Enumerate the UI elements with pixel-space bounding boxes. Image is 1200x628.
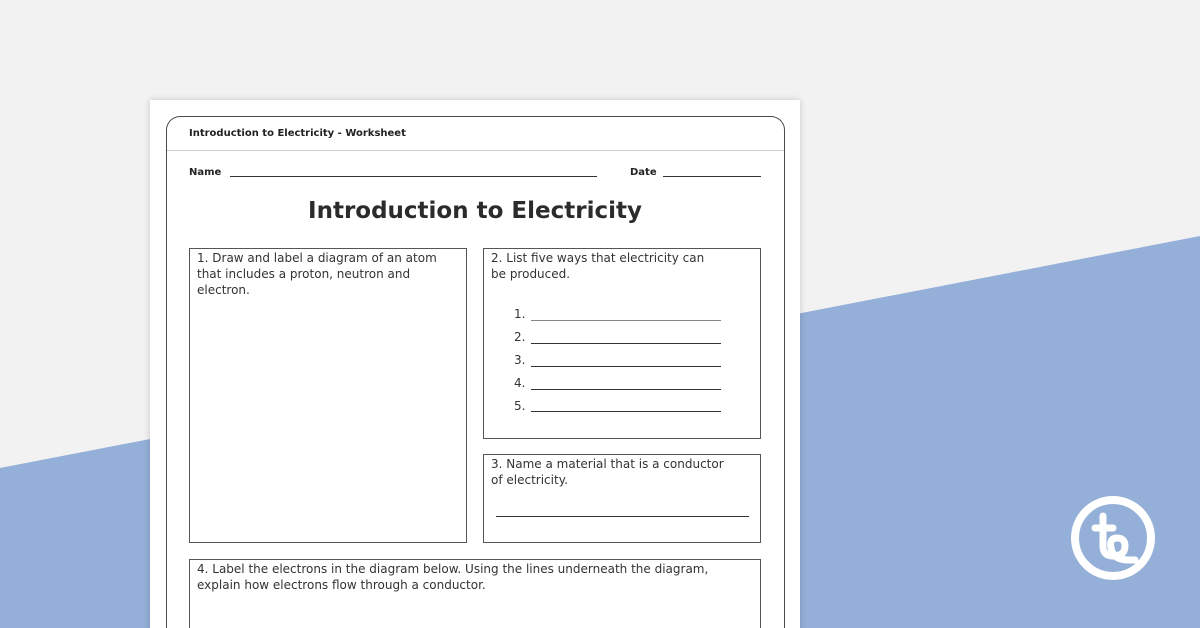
- list-number: 5.: [514, 399, 526, 413]
- answer-line: [531, 366, 721, 367]
- teach-starter-logo-icon: [1069, 494, 1157, 582]
- question-1-box: [189, 248, 467, 543]
- question-2-text: 2. List five ways that electricity can be produced.: [491, 251, 705, 281]
- name-label: Name: [189, 167, 222, 178]
- list-number: 1.: [514, 307, 526, 321]
- question-4-box: [189, 559, 761, 628]
- question-1-text: 1. Draw and label a diagram of an atom that includes a proton, neutron and electron.: [197, 251, 437, 297]
- question-3-text: 3. Name a material that is a conductor of electricity.: [491, 457, 724, 487]
- name-line: [230, 176, 597, 177]
- answer-line: [531, 320, 721, 321]
- list-number: 4.: [514, 376, 526, 390]
- worksheet-header-title: Introduction to Electricity - Worksheet: [189, 128, 406, 139]
- question-2-box: [483, 248, 761, 439]
- answer-line: [531, 411, 721, 412]
- list-number: 2.: [514, 330, 526, 344]
- worksheet-page: [150, 100, 800, 628]
- date-label: Date: [630, 167, 657, 178]
- question-4-text: 4. Label the electrons in the diagram below. Using the lines underneath the diagram, explain how electrons flow through a conductor.: [197, 562, 709, 592]
- answer-line: [496, 516, 749, 517]
- answer-line: [531, 389, 721, 390]
- worksheet-title: Introduction to Electricity: [308, 198, 642, 224]
- header-divider: [167, 150, 784, 151]
- list-number: 3.: [514, 353, 526, 367]
- answer-line: [531, 343, 721, 344]
- question-3-box: [483, 454, 761, 543]
- date-line: [663, 176, 761, 177]
